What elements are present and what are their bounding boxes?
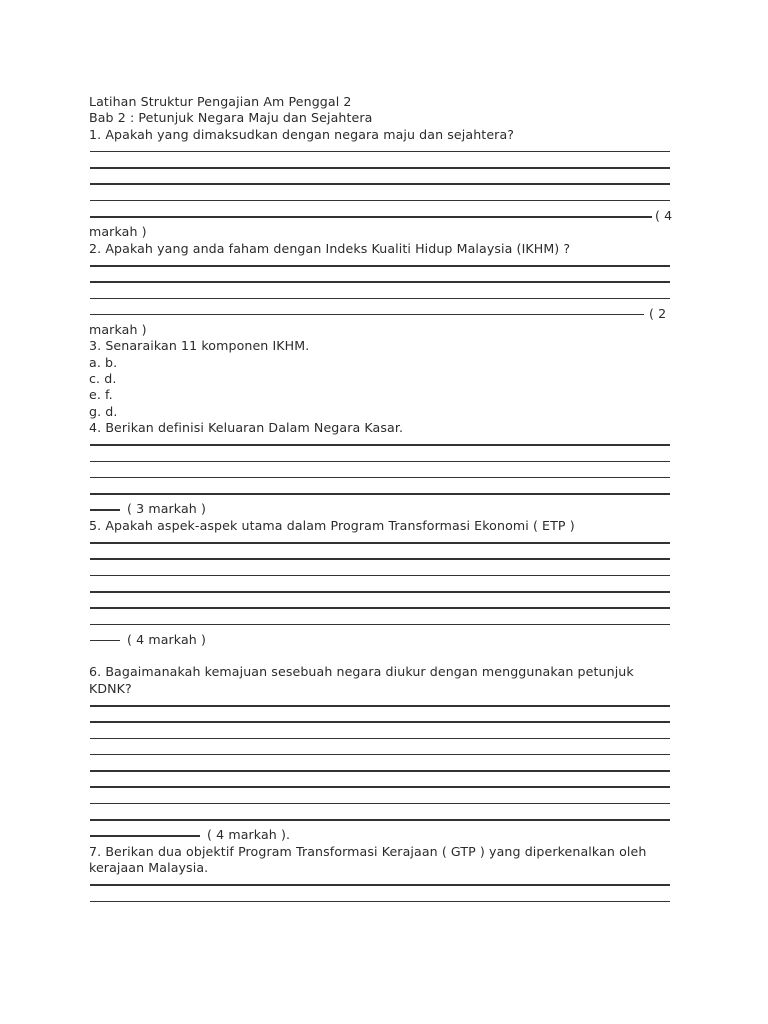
question-5-mark: ( 4 markah ) [127, 631, 206, 647]
question-6: 6. Bagaimanakah kemajuan sesebuah negara diukur dengan menggunakan petunjuk [89, 664, 634, 680]
question-1: 1. Apakah yang dimaksudkan dengan negara maju dan sejahtera? [89, 126, 515, 142]
answer-line [89, 550, 679, 566]
answer-line [89, 567, 679, 583]
answer-line [89, 876, 679, 892]
answer-line [89, 534, 679, 550]
answer-line [89, 599, 679, 615]
answer-line [89, 436, 679, 452]
answer-line-with-mark [89, 501, 679, 517]
answer-line [89, 469, 679, 485]
answer-line [89, 290, 679, 306]
question-3: 3. Senaraikan 11 komponen IKHM. [89, 338, 310, 354]
question-5: 5. Apakah aspek-aspek utama dalam Program Transformasi Ekonomi ( ETP ) [89, 517, 575, 533]
answer-line [89, 713, 679, 729]
question-2-mark: ( 2 [649, 305, 667, 321]
answer-line [89, 730, 679, 746]
question-6-mark: ( 4 markah ). [207, 827, 291, 843]
answer-line [89, 192, 679, 208]
question-7: 7. Berikan dua objektif Program Transformasi Kerajaan ( GTP ) yang diperkenalkan oleh [89, 843, 647, 859]
answer-line [89, 697, 679, 713]
answer-line-with-mark [89, 306, 679, 322]
answer-line-with-mark [89, 827, 679, 843]
question-3-item: e. f. [89, 387, 113, 403]
answer-line-with-mark [89, 208, 679, 224]
question-1-mark-cont: markah ) [89, 224, 147, 240]
question-1-mark: ( 4 [655, 208, 673, 224]
question-6-cont: KDNK? [89, 680, 132, 696]
answer-line [89, 778, 679, 794]
answer-line [89, 746, 679, 762]
answer-line-with-mark [89, 632, 679, 648]
answer-line [89, 485, 679, 501]
question-3-item: c. d. [89, 371, 117, 387]
answer-line [89, 893, 679, 909]
question-2-mark-cont: markah ) [89, 322, 147, 338]
answer-line [89, 175, 679, 191]
answer-line [89, 762, 679, 778]
question-3-item: g. d. [89, 403, 118, 419]
question-2: 2. Apakah yang anda faham dengan Indeks Kualiti Hidup Malaysia (IKHM) ? [89, 240, 571, 256]
answer-line [89, 273, 679, 289]
answer-line [89, 616, 679, 632]
question-4: 4. Berikan definisi Keluaran Dalam Negara Kasar. [89, 419, 404, 435]
worksheet-document [89, 94, 679, 909]
question-7-cont: kerajaan Malaysia. [89, 859, 209, 875]
answer-line [89, 811, 679, 827]
question-4-mark: ( 3 markah ) [127, 501, 206, 517]
chapter-heading: Bab 2 : Petunjuk Negara Maju dan Sejahtera [89, 110, 373, 126]
answer-line [89, 453, 679, 469]
spacer [89, 648, 679, 664]
answer-line [89, 257, 679, 273]
document-title: Latihan Struktur Pengajian Am Penggal 2 [89, 94, 352, 109]
question-3-item: a. b. [89, 354, 118, 370]
answer-line [89, 159, 679, 175]
answer-line [89, 143, 679, 159]
answer-line [89, 795, 679, 811]
answer-line [89, 583, 679, 599]
